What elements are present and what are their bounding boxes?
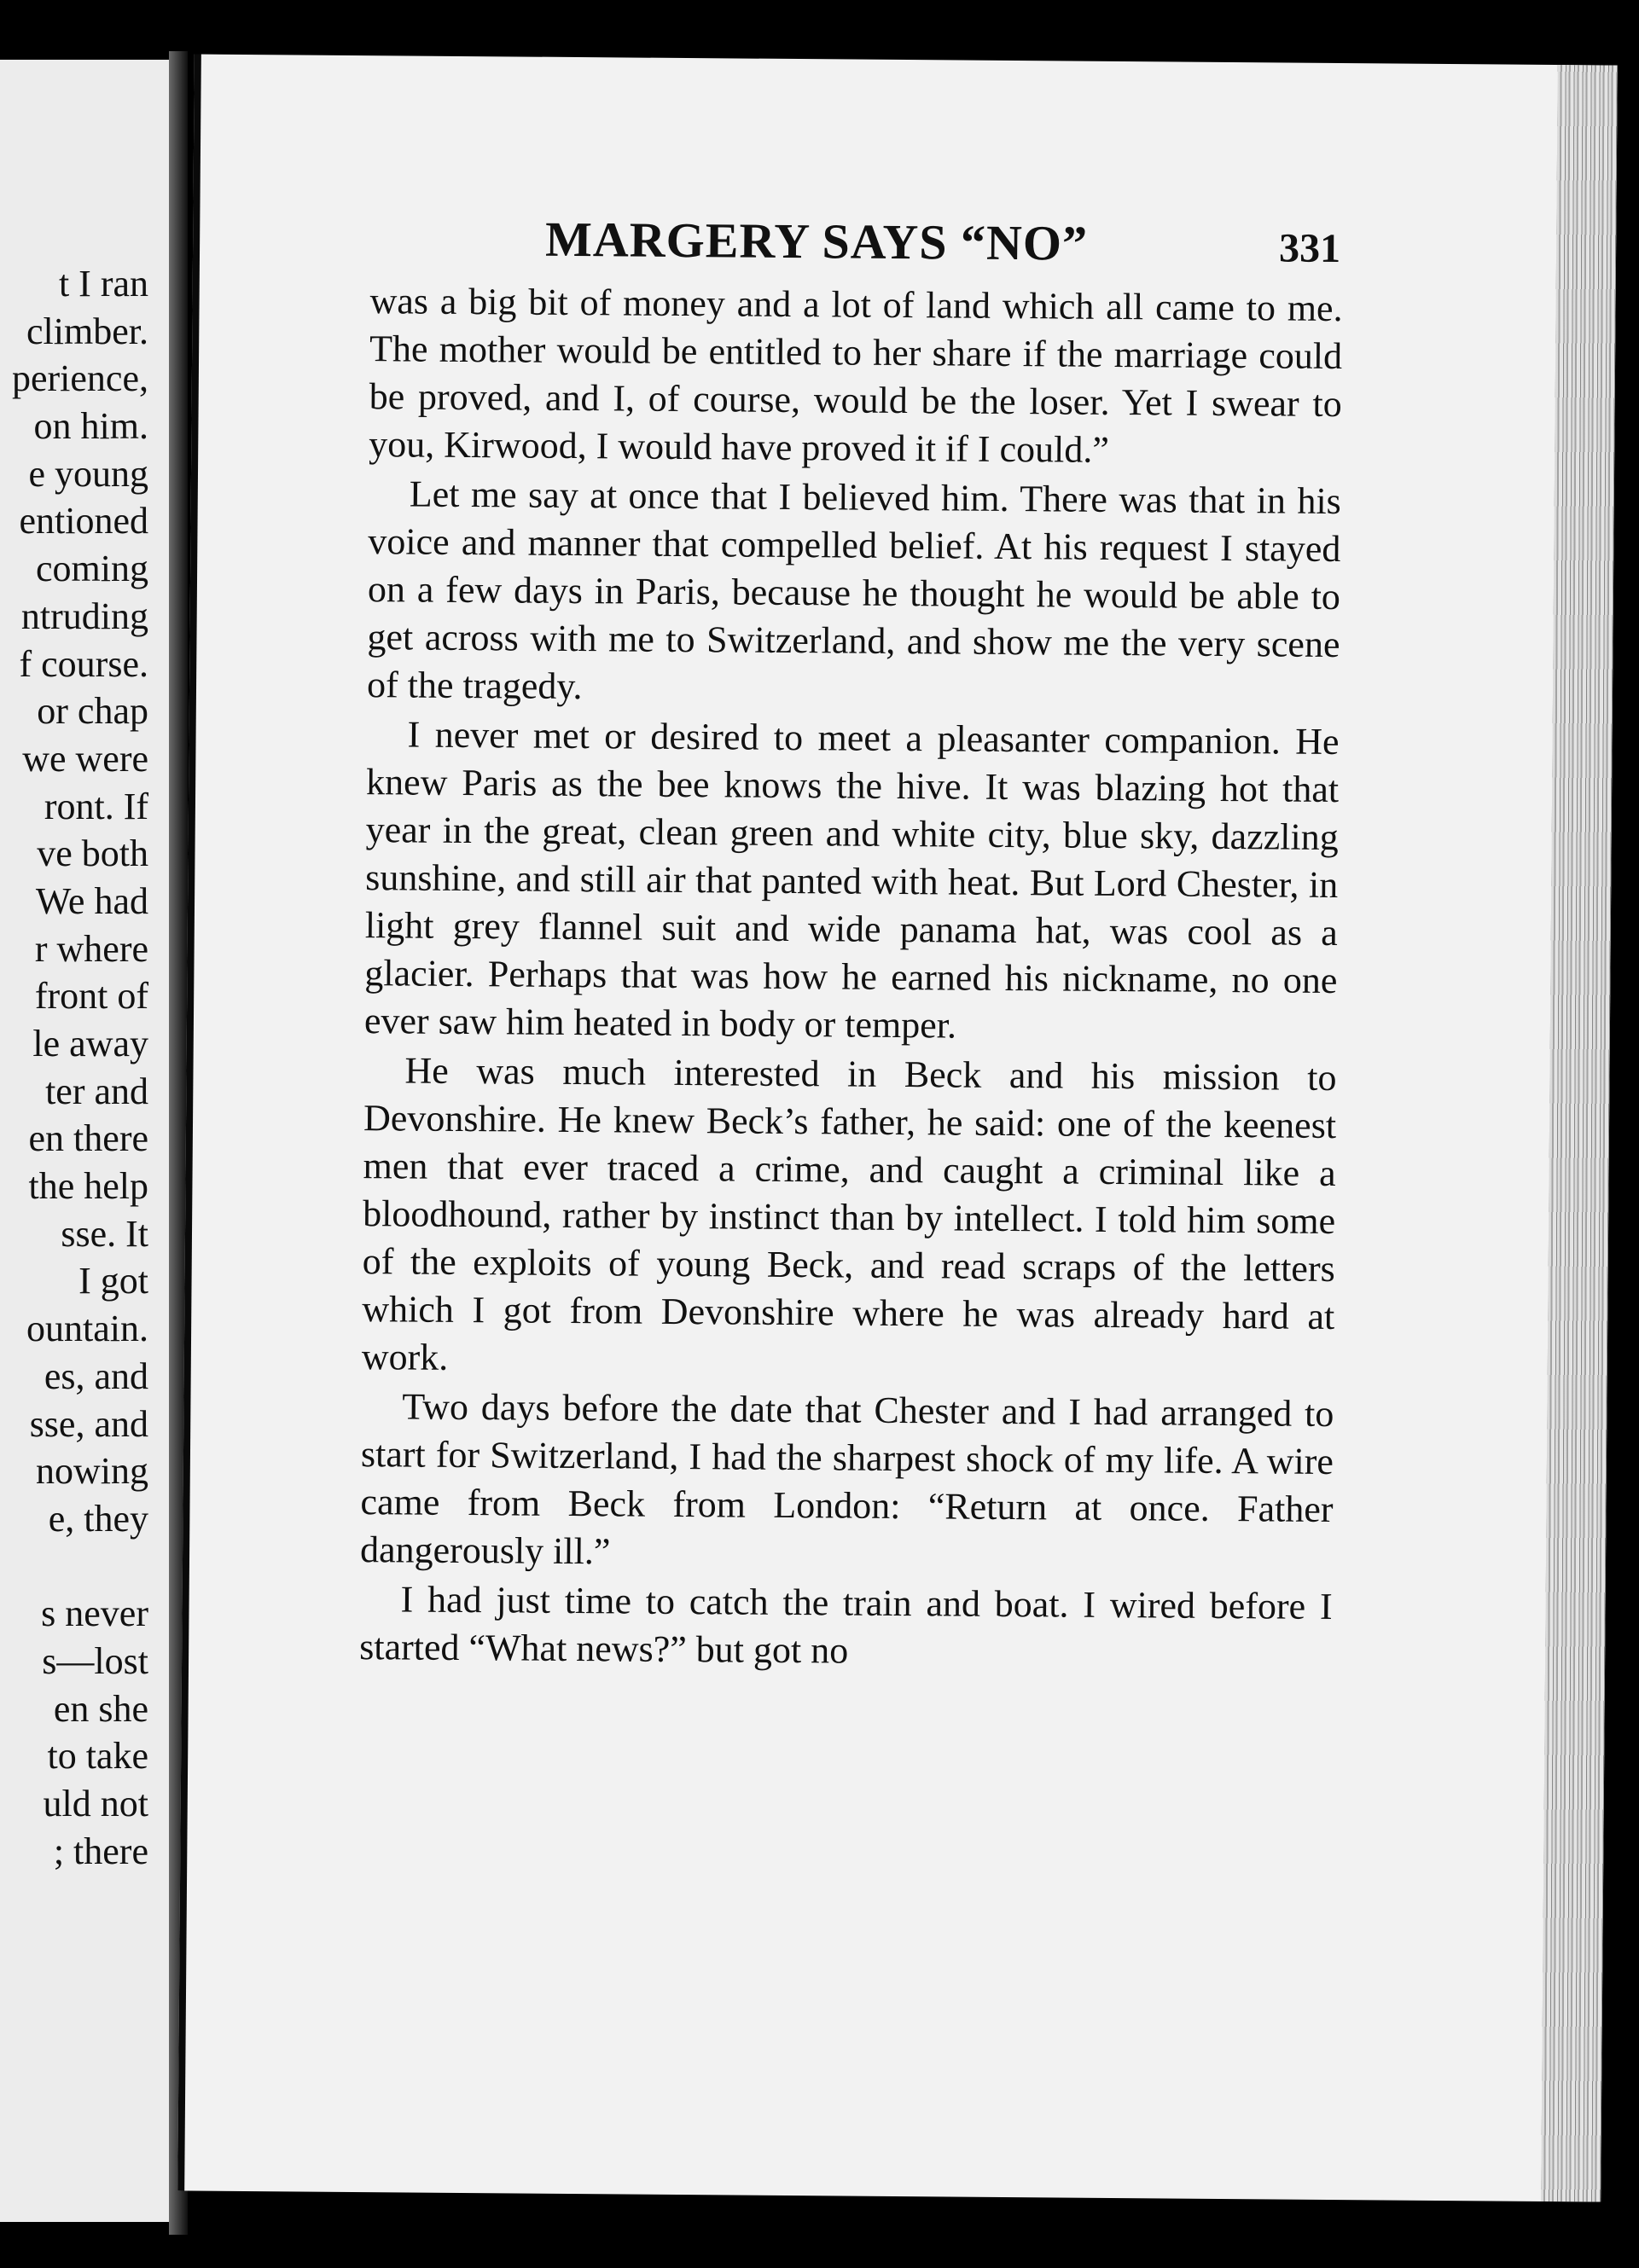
left-line: e young: [28, 452, 148, 495]
left-line: or chap: [37, 690, 148, 733]
body-text: [359, 277, 1343, 1679]
page-number: 331: [1278, 225, 1341, 272]
left-line: on him.: [33, 405, 148, 448]
left-line: t I ran: [58, 263, 148, 305]
left-line: le away: [32, 1023, 148, 1064]
left-line: I got: [78, 1260, 148, 1302]
right-page: [177, 54, 1618, 2201]
running-title: MARGERY SAYS “NO”: [544, 211, 1089, 271]
left-line: uld not: [43, 1783, 148, 1824]
left-line: entioned: [19, 500, 148, 542]
left-line: we were: [22, 737, 148, 780]
left-line: to take: [47, 1735, 148, 1778]
paragraph: was a big bit of money and a lot of land which all came to me. The mother would be entitled to her share if the marriage could be proved, and I, of course, would be the loser. Yet I swear to you, Kirwood, I would have proved it if I could.”: [369, 280, 1343, 471]
left-line: ; there: [53, 1830, 148, 1872]
page-edge-stack: [1541, 65, 1618, 2201]
left-line: the help: [28, 1165, 148, 1208]
left-line: ter and: [45, 1070, 148, 1112]
left-line: coming: [36, 548, 148, 590]
left-line: front of: [34, 975, 148, 1018]
left-line: ountain.: [26, 1308, 148, 1350]
left-line: ront. If: [44, 785, 148, 827]
left-line: sse. It: [61, 1212, 148, 1255]
paragraph: I had just time to catch the train and boat. I wired before I started “What news?” but got no: [359, 1578, 1333, 1672]
left-line: perience,: [12, 357, 148, 400]
left-line: nowing: [36, 1450, 148, 1493]
left-line-gap: [0, 1543, 148, 1591]
left-line: e, they: [48, 1497, 148, 1540]
paragraph: I never met or desired to meet a pleasanter companion. He knew Paris as the bee knows the hive. It was blazing hot that year in the great, clean green and white city, blue sky, dazzling sunshine, and still air that panted with heat. But Lord Chester, in light grey flannel suit and wide panama hat, was cool as a glacier. Perhaps that was how he earned his nickname, no one ever saw him heated in body or temper.: [363, 713, 1340, 1047]
left-line: r where: [34, 927, 148, 970]
left-line: f course.: [19, 642, 148, 685]
left-line: en there: [28, 1117, 148, 1160]
left-line: s never: [41, 1592, 148, 1635]
paragraph: He was much interested in Beck and his mission to Devonshire. He knew Beck’s father, he said: one of the keenest men that ever traced a crime, and caught a criminal like a bloodhound, rather by instinct than by intellect. I told him some of the exploits of young Beck, and read scraps of the letters which I got from Devonshire where he was already hard at work.: [361, 1049, 1337, 1378]
left-line: s—lost: [42, 1639, 148, 1682]
left-line: We had: [35, 879, 148, 922]
left-line: sse, and: [29, 1402, 148, 1445]
paragraph: Two days before the date that Chester and I had arranged to start for Switzerland, I had the sharpest shock of my life. A wire came from Beck from London: “Return at once. Father dangerously ill.”: [359, 1385, 1334, 1573]
left-line: es, and: [44, 1354, 148, 1397]
left-line: climber.: [26, 310, 148, 352]
left-line: ntruding: [20, 595, 148, 637]
left-line: ve both: [37, 832, 148, 875]
running-head: [200, 208, 1582, 272]
left-page-text: [0, 260, 148, 1875]
left-line: en she: [53, 1687, 148, 1730]
left-page: [0, 60, 181, 2222]
paragraph: Let me say at once that I believed him. There was that in his voice and manner that compelled belief. At his request I stayed on a few days in Paris, because he thought he would be able to get across with me to Switzerland, and show me the very scene of the tragedy.: [366, 473, 1341, 708]
